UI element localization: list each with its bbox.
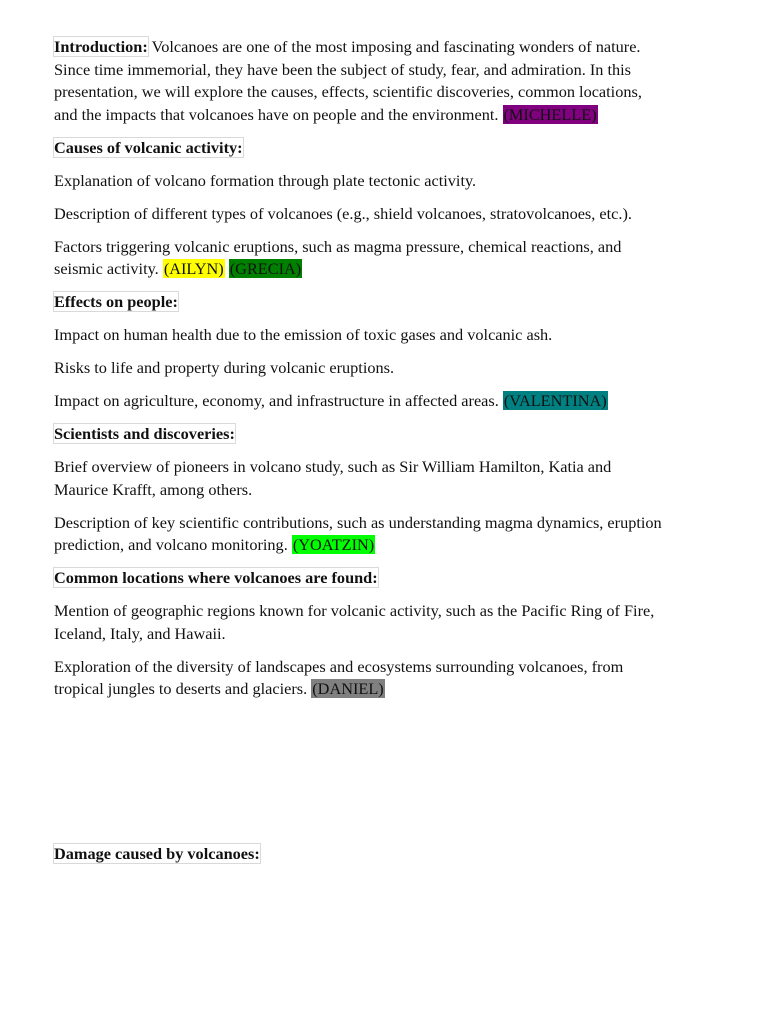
locations-paragraph-1: Mention of geographic regions known for volcanic activity, such as the Pacific Ring of Fire, Iceland, Italy, and Hawaii. xyxy=(54,601,655,643)
damage-heading: Damage caused by volcanoes: xyxy=(54,844,260,863)
causes-paragraph-3 xyxy=(54,236,666,281)
blank-space xyxy=(54,711,666,843)
effects-heading: Effects on people: xyxy=(54,292,178,311)
section-heading-causes xyxy=(54,137,666,160)
tag-valentina: (VALENTINA) xyxy=(503,391,607,410)
scientists-heading: Scientists and discoveries: xyxy=(54,424,235,443)
document-page xyxy=(54,36,666,876)
section-heading-effects xyxy=(54,291,666,314)
section-heading-damage xyxy=(54,843,666,866)
effects-paragraph-3-text: Impact on agriculture, economy, and infrastructure in affected areas. xyxy=(54,391,503,410)
scientists-paragraph-1: Brief overview of pioneers in volcano study, such as Sir William Hamilton, Katia and Maurice Krafft, among others. xyxy=(54,457,612,499)
causes-paragraph-1: Explanation of volcano formation through plate tectonic activity. xyxy=(54,170,477,190)
intro-paragraph xyxy=(54,36,666,126)
effects-paragraph-3 xyxy=(54,390,666,413)
scientists-paragraph-2-text: Description of key scientific contributions, such as understanding magma dynamics, eruption prediction, and volcano monitoring. xyxy=(54,512,662,554)
intro-text: Volcanoes are one of the most imposing and fascinating wonders of nature. Since time immemorial, they have been the subject of study, fear, and admiration. In this presentation, we will explore the causes, effects, scientific discoveries, common locations, and the impacts that volcanoes have on people and the environment. xyxy=(54,37,642,124)
causes-paragraph-2: Description of different types of volcanoes (e.g., shield volcanoes, stratovolcanoes, etc.). xyxy=(54,203,632,223)
tag-grecia: (GRECIA) xyxy=(229,259,302,278)
causes-paragraph-3-text: Factors triggering volcanic eruptions, such as magma pressure, chemical reactions, and seismic activity. xyxy=(54,236,622,278)
section-heading-locations xyxy=(54,567,666,590)
tag-daniel: (DANIEL) xyxy=(312,679,384,698)
locations-paragraph-2-text: Exploration of the diversity of landscapes and ecosystems surrounding volcanoes, from tropical jungles to deserts and glaciers. xyxy=(54,656,624,698)
tag-yoatzin: (YOATZIN) xyxy=(292,535,375,554)
causes-heading: Causes of volcanic activity: xyxy=(54,137,243,157)
tag-ailyn: (AILYN) xyxy=(163,259,224,278)
intro-label: Introduction: xyxy=(54,37,148,56)
tag-michelle: (MICHELLE) xyxy=(503,104,597,124)
locations-paragraph-2 xyxy=(54,656,666,701)
section-heading-scientists xyxy=(54,423,666,446)
locations-heading: Common locations where volcanoes are found: xyxy=(54,568,378,587)
scientists-paragraph-2 xyxy=(54,512,666,557)
effects-paragraph-1: Impact on human health due to the emission of toxic gases and volcanic ash. xyxy=(54,325,553,344)
effects-paragraph-2: Risks to life and property during volcanic eruptions. xyxy=(54,358,395,377)
